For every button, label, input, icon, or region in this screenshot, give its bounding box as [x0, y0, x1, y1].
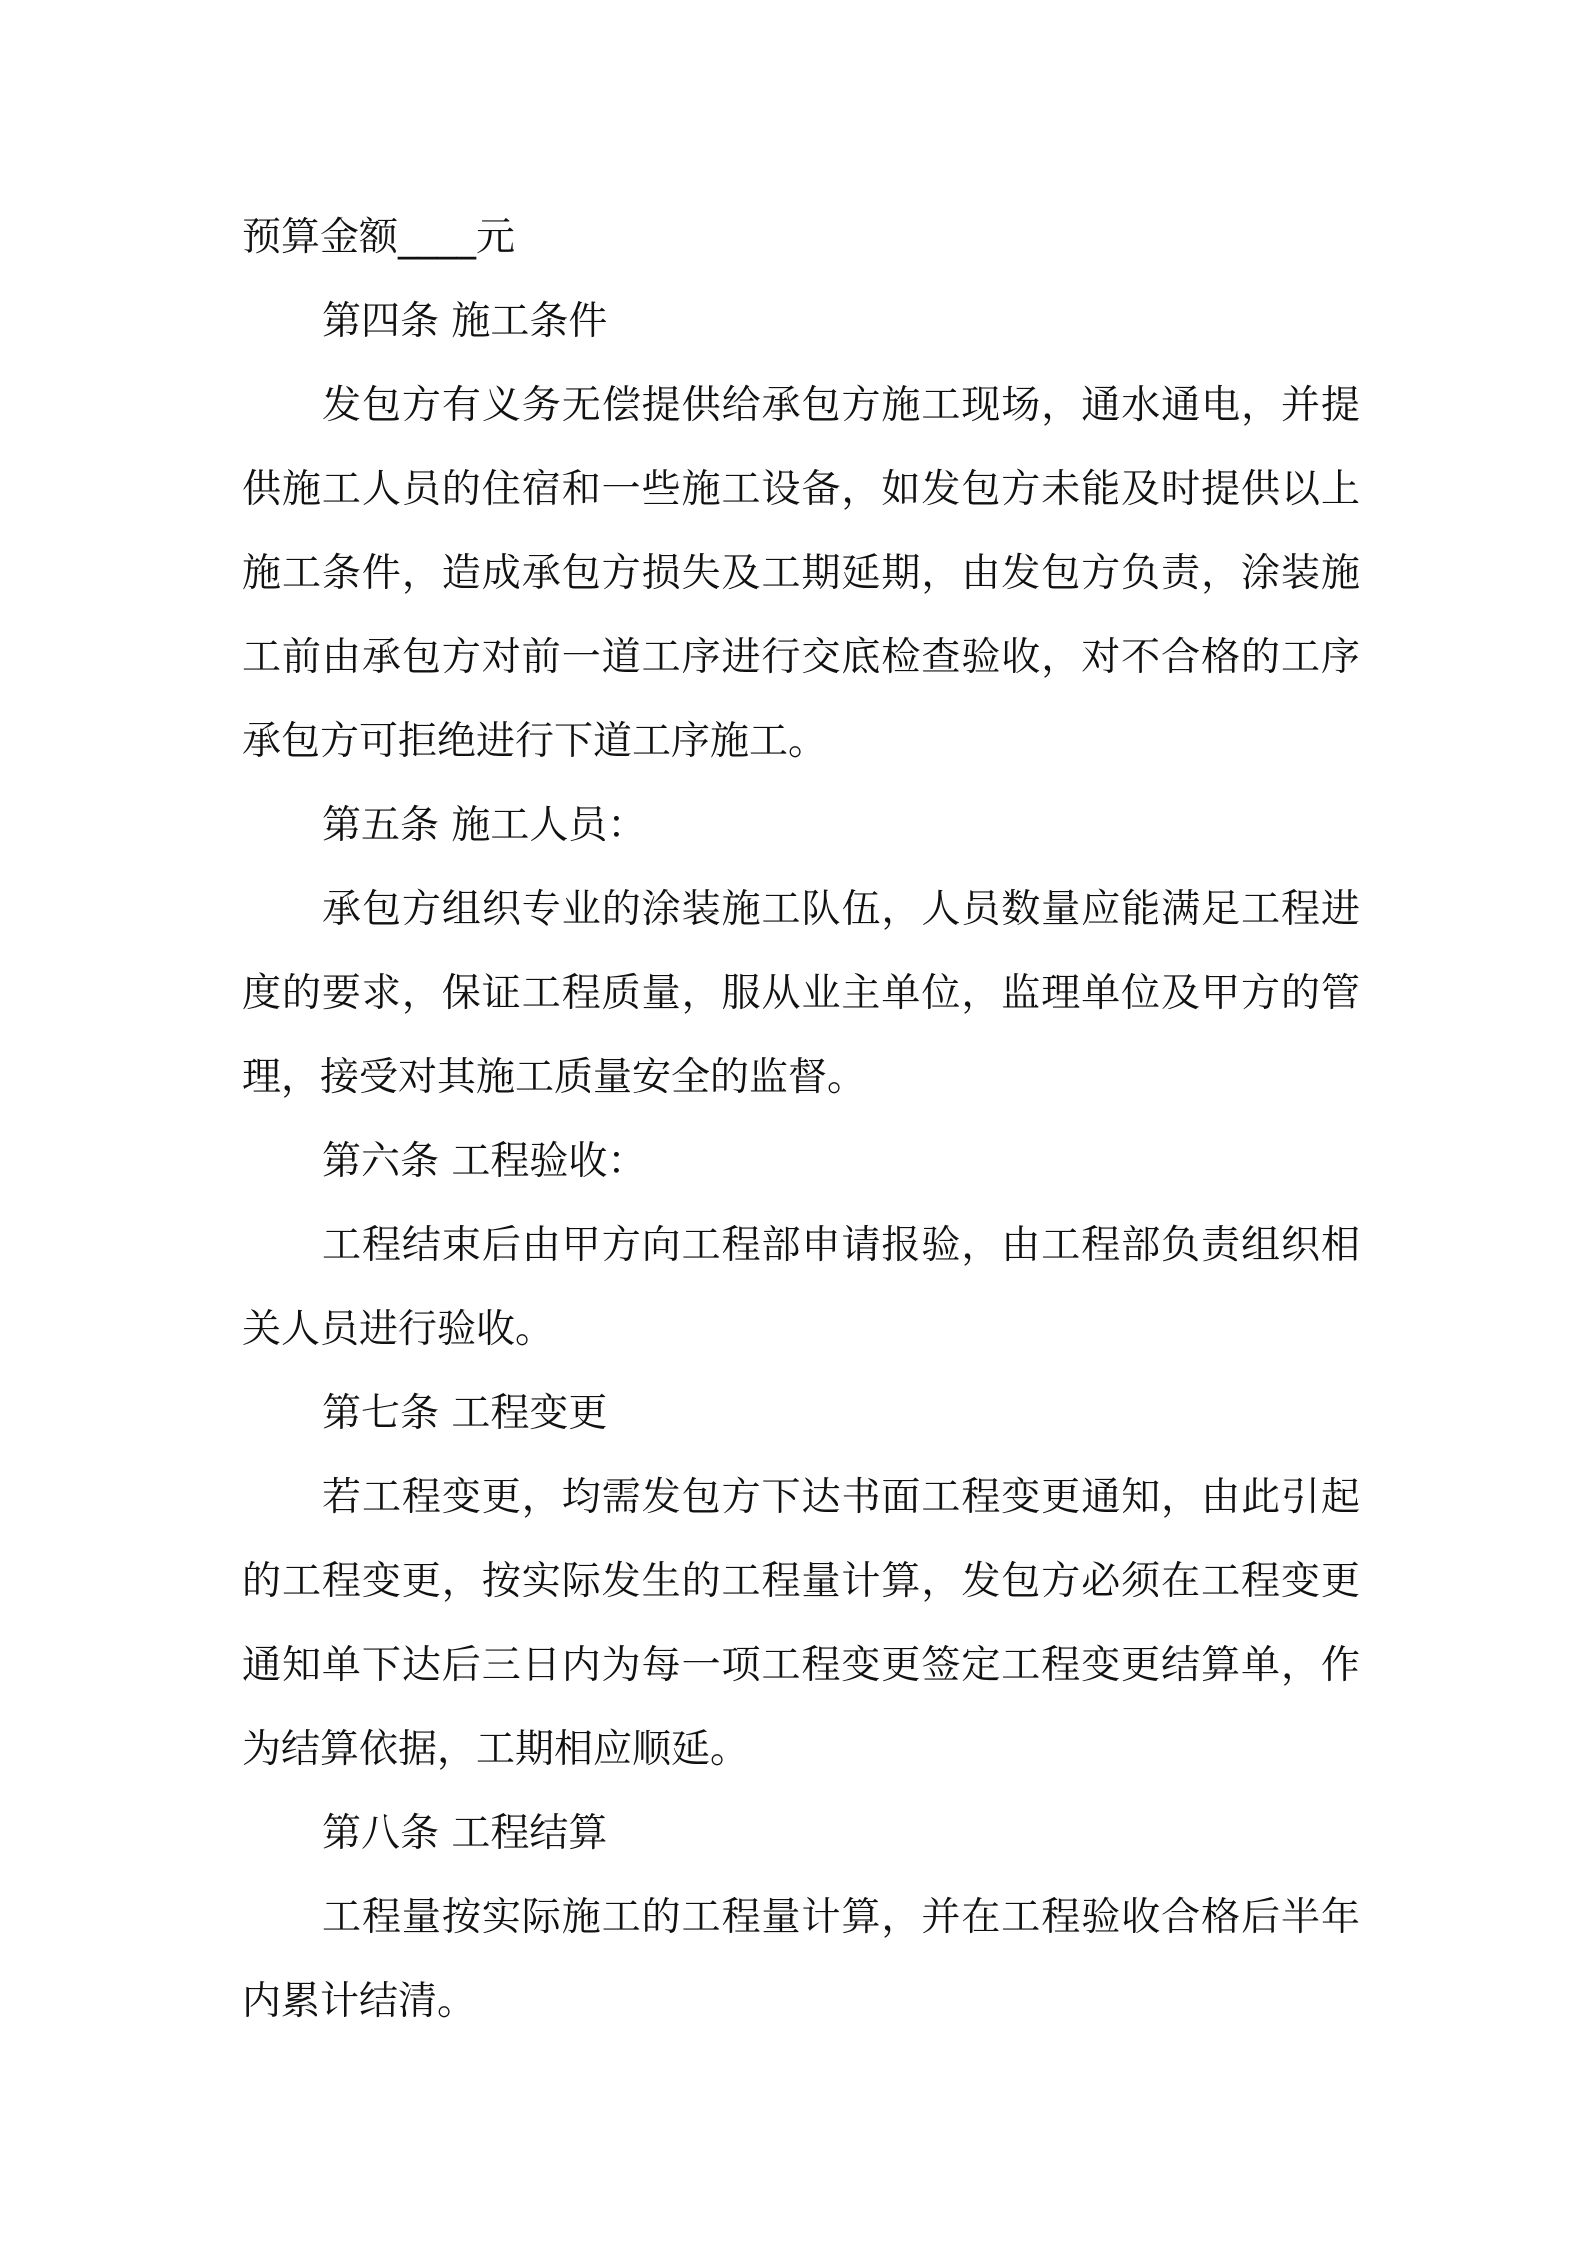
paragraph-line: 度的要求，保证工程质量，服从业主单位，监理单位及甲方的管 — [242, 971, 1360, 1016]
paragraph-line: 工程结束后由甲方向工程部申请报验，由工程部负责组织相 — [322, 1223, 1360, 1268]
paragraph-line: 供施工人员的住宿和一些施工设备，如发包方未能及时提供以上 — [242, 467, 1360, 512]
document-body — [242, 196, 1360, 2044]
article-4-heading: 第四条 施工条件 — [322, 299, 608, 344]
article-6-heading: 第六条 工程验收： — [322, 1139, 647, 1184]
budget-amount-line: 预算金额____元 — [242, 215, 516, 260]
article-5-heading: 第五条 施工人员： — [322, 803, 647, 848]
paragraph-line: 为结算依据，工期相应顺延。 — [242, 1727, 750, 1772]
paragraph-line: 施工条件，造成承包方损失及工期延期，由发包方负责，涂装施 — [242, 551, 1360, 596]
article-8-heading: 第八条 工程结算 — [322, 1811, 608, 1856]
paragraph-line: 内累计结清。 — [242, 1979, 477, 2024]
paragraph-line: 通知单下达后三日内为每一项工程变更签定工程变更结算单，作 — [242, 1643, 1360, 1688]
paragraph-line: 承包方组织专业的涂装施工队伍，人员数量应能满足工程进 — [322, 887, 1360, 932]
paragraph-line: 的工程变更，按实际发生的工程量计算，发包方必须在工程变更 — [242, 1559, 1360, 1604]
paragraph-line: 工前由承包方对前一道工序进行交底检查验收，对不合格的工序 — [242, 635, 1360, 680]
paragraph-line: 工程量按实际施工的工程量计算，并在工程验收合格后半年 — [322, 1895, 1360, 1940]
paragraph-line: 关人员进行验收。 — [242, 1307, 555, 1352]
paragraph-line: 若工程变更，均需发包方下达书面工程变更通知，由此引起 — [322, 1475, 1360, 1520]
paragraph-line: 承包方可拒绝进行下道工序施工。 — [242, 719, 828, 764]
article-7-heading: 第七条 工程变更 — [322, 1391, 608, 1436]
paragraph-line: 理，接受对其施工质量安全的监督。 — [242, 1055, 867, 1100]
paragraph-line: 发包方有义务无偿提供给承包方施工现场，通水通电，并提 — [322, 383, 1360, 428]
